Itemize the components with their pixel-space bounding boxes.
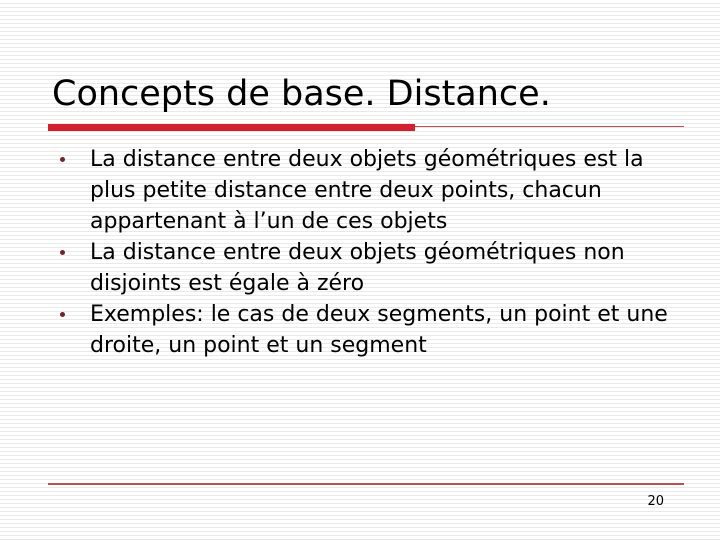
footer-divider bbox=[48, 483, 684, 485]
slide-title: Concepts de base. Distance. bbox=[52, 74, 551, 114]
bullet-dot-icon bbox=[60, 312, 65, 317]
bullet-item bbox=[40, 144, 680, 237]
page-number: 20 bbox=[647, 494, 664, 509]
bullet-text: La distance entre deux objets géométriques est la plus petite distance entre deux points, chacun appartenant à l’un de ces objets bbox=[90, 147, 644, 234]
bullet-text: La distance entre deux objets géométriques non disjoints est égale à zéro bbox=[90, 240, 625, 296]
bullet-text: Exemples: le cas de deux segments, un point et une droite, un point et un segment bbox=[90, 302, 668, 358]
bullet-dot-icon bbox=[60, 250, 65, 255]
bullet-item bbox=[40, 237, 680, 299]
title-underline-accent bbox=[48, 124, 415, 131]
bullet-list bbox=[40, 144, 680, 361]
bullet-item bbox=[40, 299, 680, 361]
bullet-dot-icon bbox=[60, 157, 65, 162]
